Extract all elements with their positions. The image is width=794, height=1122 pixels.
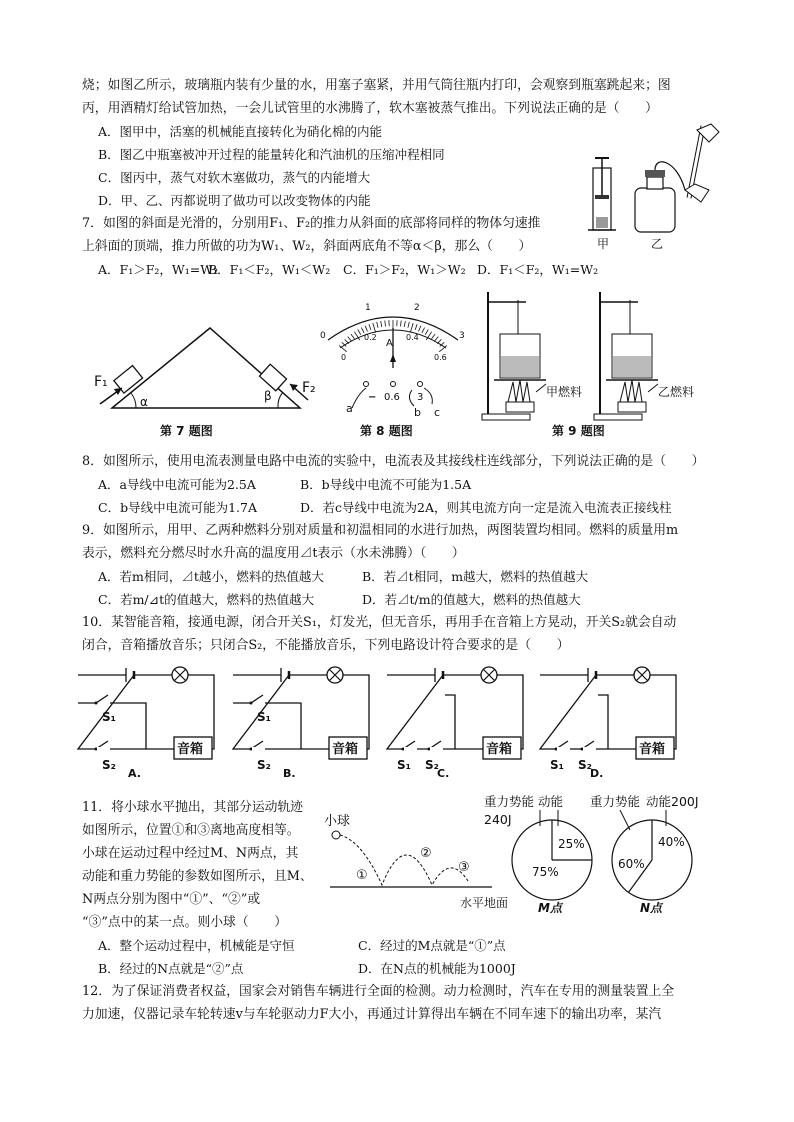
- ball-icon: [332, 831, 340, 839]
- pieM-name: M点: [538, 901, 562, 915]
- svg-text:S₁: S₁: [550, 758, 564, 772]
- q8-figure: [318, 298, 468, 440]
- pieM-ke-pct: 25%: [558, 837, 585, 851]
- q8-option-c: C．b导线中电流可能为1.7A: [98, 500, 257, 515]
- scale-1: 1: [365, 303, 371, 313]
- svg-text:S₂: S₂: [578, 758, 592, 772]
- svg-text:B.: B.: [283, 767, 296, 780]
- q9-line2: 表示，燃料充分燃尽时水升高的温度用⊿t表示（水未沸腾）（ ）: [82, 546, 465, 561]
- wire-a-label: a: [346, 402, 353, 415]
- terminal-3: [418, 382, 423, 387]
- q6-line1: 烧；如图乙所示，玻璃瓶内装有少量的水，用塞子塞紧，并用气筒往瓶内打印，会观察到瓶塞跳起来；图: [82, 78, 671, 93]
- label-alpha: α: [140, 395, 148, 409]
- pieN-ke-label: 动能200J: [646, 794, 699, 809]
- q6-option-c: C．图丙中，蒸气对软木塞做功，蒸气的内能增大: [98, 170, 371, 185]
- q9-caption: 第 9 题图: [552, 424, 605, 438]
- q10-line2: 闭合，音箱播放音乐；只闭合S₂，不能播放音乐，下列电路设计符合要求的是（ ）: [82, 638, 570, 653]
- point-1: ①: [356, 868, 368, 883]
- fig-yi-label: 乙: [651, 237, 664, 251]
- term-mid-label: 0.6: [384, 392, 400, 403]
- svg-text:S₁: S₁: [257, 710, 271, 724]
- fuel-jia-label: 甲燃料: [546, 385, 583, 399]
- ground-label: 水平地面: [460, 896, 509, 910]
- pieM-pe-label: 重力势能: [484, 794, 535, 809]
- q6-line2: 丙，用酒精灯给试管加热，一会儿试管里的水沸腾了，软木塞被蒸气推出。下列说法正确的是（ ）: [82, 101, 658, 116]
- q11-option-d: D．在N点的机械能为1000J: [358, 961, 516, 976]
- q6-option-b: B．图乙中瓶塞被冲开过程的能量转化和汽油机的压缩冲程相同: [98, 147, 445, 162]
- scale-2: 2: [414, 303, 420, 313]
- inner-0: 0: [341, 353, 347, 362]
- q9-line1: 9．如图所示，用甲、乙两种燃料分别对质量和初温相同的水进行加热，两图装置均相同。燃料的质量用m: [82, 523, 679, 538]
- q9-figure: [478, 284, 695, 440]
- circuit-d: [538, 665, 678, 780]
- q11-line6: “③”点中的某一点。则小球（ ）: [82, 915, 288, 930]
- circuit-c: [385, 665, 525, 780]
- scale-3: 3: [459, 331, 465, 341]
- circuit-b: [231, 665, 371, 780]
- q11-line1: 11．将小球水平抛出，其部分运动轨迹: [82, 800, 304, 815]
- q8-option-b: B．b导线中电流不可能为1.5A: [300, 477, 472, 492]
- q11-line5: N两点分别为图中“①”、“②”或: [82, 892, 261, 907]
- terminal-06: [391, 382, 396, 387]
- inner-04: 0.4: [406, 333, 419, 342]
- wire-b-label: b: [414, 406, 421, 419]
- terminal-minus: [364, 382, 369, 387]
- q12-line2: 力加速，仪器记录车轮转速v与车轮驱动力F大小，再通过计算得出车辆在不同车速下的输出功率，某汽: [82, 1007, 662, 1022]
- q7-caption: 第 7 题图: [160, 424, 213, 438]
- svg-text:S₁: S₁: [397, 758, 411, 772]
- unit-label: A: [386, 338, 393, 349]
- q8-caption: 第 8 题图: [360, 424, 413, 438]
- inner-02: 0.2: [364, 333, 377, 342]
- label-f2: F₂: [302, 380, 316, 396]
- q7-option-b: B．F₁＜F₂，W₁＜W₂: [208, 262, 331, 277]
- pieM-pe-value: 240J: [484, 812, 512, 827]
- svg-text:S₂: S₂: [102, 758, 116, 772]
- q6-option-a: A．图甲中，活塞的机械能直接转化为硝化棉的内能: [98, 124, 383, 139]
- svg-text:C.: C.: [437, 767, 450, 780]
- q11-pies: [480, 790, 710, 915]
- inner-06: 0.6: [434, 353, 447, 362]
- label-f1: F₁: [94, 374, 108, 390]
- q12-line1: 12．为了保证消费者权益，国家会对销售车辆进行全面的检测。动力检测时，汽车在专用的测量装置上全: [82, 984, 675, 999]
- svg-text:S₂: S₂: [257, 758, 271, 772]
- point-3: ③: [458, 860, 470, 875]
- q9-option-b: B．若⊿t相同，m越大，燃料的热值越大: [362, 569, 589, 584]
- svg-text:音箱: 音箱: [177, 742, 204, 757]
- fig-yi-bottle: [635, 124, 719, 232]
- q6-figure: [585, 120, 725, 255]
- svg-text:S₁: S₁: [102, 710, 116, 724]
- svg-text:音箱: 音箱: [486, 742, 513, 757]
- svg-text:−: −: [368, 392, 377, 403]
- q7-option-c: C．F₁＞F₂，W₁＞W₂: [343, 262, 466, 277]
- q7-line1: 7．如图的斜面是光滑的，分别用F₁、F₂的推力从斜面的底部将同样的物体匀速推: [82, 216, 541, 231]
- q9-option-c: C．若m/⊿t的值越大，燃料的热值越大: [98, 592, 315, 607]
- svg-text:A.: A.: [128, 767, 141, 780]
- q10-line1: 10．某智能音箱，接通电源，闭合开关S₁，灯发光，但无音乐，再用手在音箱上方晃动，开关S₂就会自动: [82, 615, 677, 630]
- fuel-yi-label: 乙燃料: [658, 385, 695, 399]
- q8-stem: 8．如图所示，使用电流表测量电路中电流的实验中，电流表及其接线柱连线部分，下列说法正确的是（ ）: [82, 454, 705, 469]
- pieN-name: N点: [640, 901, 663, 915]
- q11-option-a: A．整个运动过程中，机械能是守恒: [98, 938, 295, 953]
- q8-option-d: D．若c导线中电流为2A，则其电流方向一定是流入电流表正接线柱: [300, 500, 672, 515]
- apparatus-yi: [594, 292, 658, 420]
- scale-0: 0: [320, 331, 326, 341]
- point-2: ②: [420, 846, 432, 861]
- ball-label: 小球: [324, 814, 351, 829]
- pieM: [512, 810, 592, 900]
- q7-option-a: A．F₁＞F₂，W₁=W₂: [98, 262, 219, 277]
- pieN-pe-label: 重力势能: [590, 794, 641, 809]
- svg-text:D.: D.: [590, 767, 604, 780]
- q7-line2: 上斜面的顶端，推力所做的功为W₁、W₂，斜面两底角不等α＜β，那么（ ）: [82, 239, 532, 254]
- wire-c-label: c: [434, 406, 441, 419]
- pieN-pe-pct: 60%: [618, 857, 645, 871]
- q6-option-d: D．甲、乙、丙都说明了做功可以改变物体的内能: [98, 193, 371, 208]
- q11-line4: 动能和重力势能的参数如图所示，且M、: [82, 869, 313, 884]
- q7-option-d: D．F₁＜F₂，W₁=W₂: [477, 262, 599, 277]
- circuit-a: [76, 665, 216, 780]
- q8-option-a: A．a导线中电流可能为2.5A: [98, 477, 256, 492]
- svg-text:音箱: 音箱: [639, 742, 666, 757]
- q11-option-c: C．经过的M点就是“①”点: [358, 938, 506, 953]
- q11-line3: 小球在运动过程中经过M、N两点，其: [82, 846, 299, 861]
- q7-figure: [90, 320, 320, 440]
- svg-text:S₂: S₂: [425, 758, 439, 772]
- term-right-label: 3: [417, 392, 424, 403]
- q9-option-d: D．若⊿t/m的值越大，燃料的热值越大: [362, 592, 581, 607]
- pieM-pe-pct: 75%: [532, 865, 559, 879]
- fig-jia-label: 甲: [597, 237, 610, 251]
- pieN-ke-pct: 40%: [658, 835, 685, 849]
- fig-jia-cylinder: [588, 158, 616, 230]
- q11-line2: 如图所示，位置①和③离地高度相等。: [82, 823, 300, 838]
- pieN: [612, 810, 692, 900]
- q9-option-a: A．若m相同，⊿t越小，燃料的热值越大: [98, 569, 324, 584]
- q11-option-b: B．经过的N点就是“②”点: [98, 961, 244, 976]
- svg-text:音箱: 音箱: [332, 742, 359, 757]
- apparatus-jia: [482, 292, 546, 420]
- label-beta: β: [264, 389, 272, 403]
- pieM-ke-label: 动能: [538, 794, 564, 809]
